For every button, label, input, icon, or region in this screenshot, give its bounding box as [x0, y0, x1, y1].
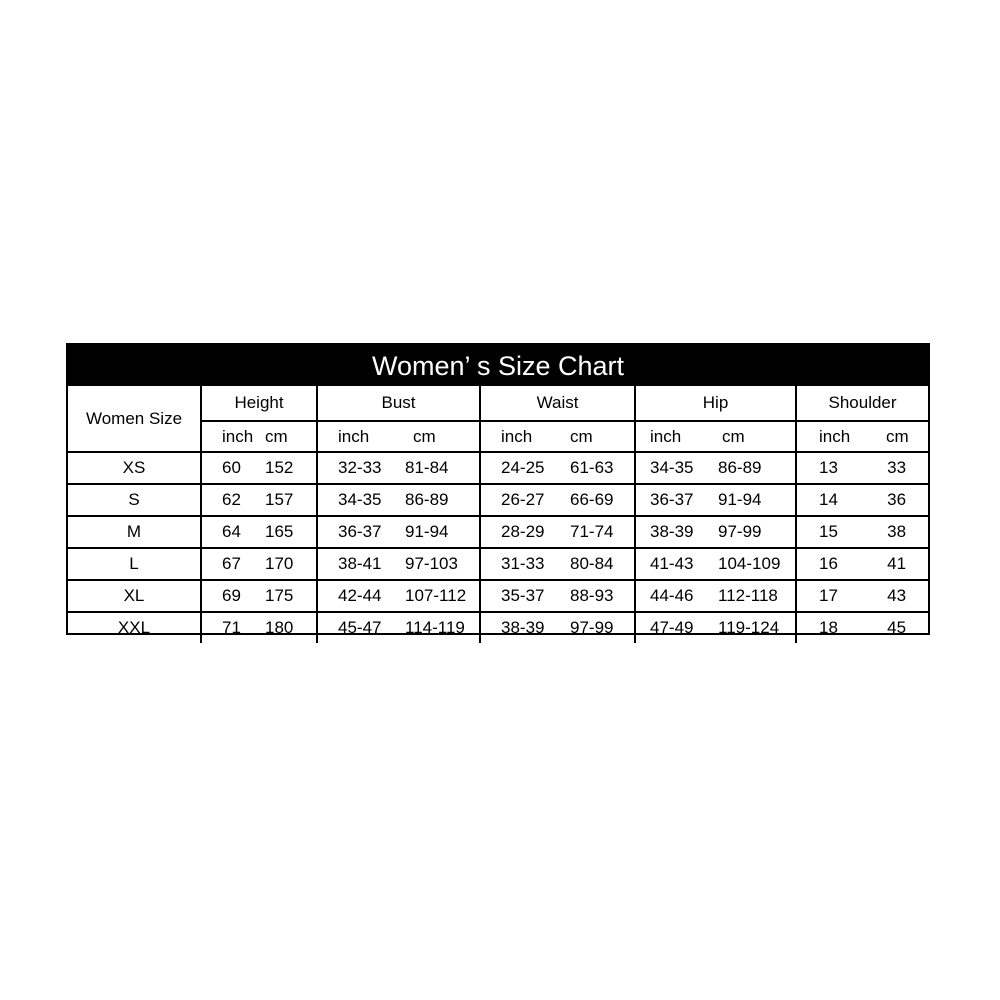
- hip-cm-cell: 119-124: [718, 618, 780, 637]
- waist-cm-cell: 71-74: [556, 516, 635, 548]
- hip-inch-cell: 41-43: [635, 548, 710, 580]
- size-cell: M: [68, 516, 201, 548]
- hip-cm-cell: 86-89: [710, 452, 796, 484]
- bust-cm-cell: 114-119: [405, 618, 465, 637]
- bust-inch-cell: 36-37: [317, 516, 393, 548]
- size-cell: S: [68, 484, 201, 516]
- hip-inch-cell: 36-37: [635, 484, 710, 516]
- group-header-row: [68, 386, 928, 421]
- hip-cm-cell: 112-118: [710, 580, 796, 612]
- size-cell: XXL: [117, 618, 151, 637]
- waist-cm-cell: 80-84: [556, 548, 635, 580]
- waist-inch-unit: inch: [480, 421, 556, 452]
- waist-cm-cell: 61-63: [556, 452, 635, 484]
- shoulder-cm-cell: 45: [887, 618, 907, 637]
- shoulder-cm-unit: cm: [864, 421, 928, 452]
- waist-inch-cell: 31-33: [480, 548, 556, 580]
- waist-cm-cell: 97-99: [570, 618, 614, 637]
- bust-inch-cell: 38-41: [317, 548, 393, 580]
- hip-cm-cell: 91-94: [710, 484, 796, 516]
- shoulder-cm-cell: 36: [864, 484, 928, 516]
- height-cm-unit: cm: [259, 421, 317, 452]
- shoulder-inch-cell: 17: [796, 580, 864, 612]
- table-row: [68, 612, 928, 643]
- size-chart: [66, 343, 930, 635]
- height-inch-unit: inch: [201, 421, 259, 452]
- height-cm-cell: 165: [259, 516, 317, 548]
- height-header: Height: [201, 386, 317, 421]
- shoulder-inch-cell: 13: [796, 452, 864, 484]
- height-cm-cell: 180: [265, 618, 294, 637]
- waist-inch-cell: 35-37: [480, 580, 556, 612]
- bust-cm-cell: 81-84: [393, 452, 480, 484]
- bust-inch-cell: 42-44: [317, 580, 393, 612]
- waist-header: Waist: [480, 386, 635, 421]
- table-row: [68, 580, 928, 612]
- table-row: [68, 548, 928, 580]
- height-inch-cell: 64: [201, 516, 259, 548]
- chart-title: Women’ s Size Chart: [68, 345, 928, 386]
- bust-header: Bust: [317, 386, 480, 421]
- bust-cm-cell: 107-112: [393, 580, 480, 612]
- shoulder-inch-cell: 14: [796, 484, 864, 516]
- height-cm-cell: 175: [259, 580, 317, 612]
- bust-cm-unit: cm: [393, 421, 480, 452]
- waist-cm-cell: 66-69: [556, 484, 635, 516]
- waist-cm-cell: 88-93: [556, 580, 635, 612]
- size-column-header: Women Size: [68, 386, 201, 452]
- shoulder-inch-cell: 16: [796, 548, 864, 580]
- hip-inch-cell: 47-49: [635, 612, 710, 643]
- bust-inch-cell: 45-47: [317, 612, 393, 643]
- height-inch-cell: 67: [201, 548, 259, 580]
- height-inch-cell: 62: [201, 484, 259, 516]
- size-cell: L: [68, 548, 201, 580]
- height-cm-cell: 157: [259, 484, 317, 516]
- size-cell: XS: [68, 452, 201, 484]
- bust-cm-cell: 97-103: [393, 548, 480, 580]
- shoulder-cm-cell: 33: [864, 452, 928, 484]
- waist-cm-unit: cm: [556, 421, 635, 452]
- table-row: [68, 484, 928, 516]
- bust-inch-unit: inch: [317, 421, 393, 452]
- height-inch-cell: 60: [201, 452, 259, 484]
- table-row: [68, 516, 928, 548]
- hip-inch-cell: 38-39: [635, 516, 710, 548]
- hip-cm-cell: 97-99: [710, 516, 796, 548]
- height-inch-cell: 71: [201, 612, 259, 643]
- table-row: [68, 452, 928, 484]
- size-cell: XL: [68, 580, 201, 612]
- hip-cm-cell: 104-109: [710, 548, 796, 580]
- shoulder-header: Shoulder: [796, 386, 928, 421]
- waist-inch-cell: 28-29: [480, 516, 556, 548]
- height-cm-cell: 170: [259, 548, 317, 580]
- bust-inch-cell: 32-33: [317, 452, 393, 484]
- shoulder-inch-unit: inch: [796, 421, 864, 452]
- shoulder-inch-cell: 18: [796, 612, 864, 643]
- shoulder-cm-cell: 38: [864, 516, 928, 548]
- shoulder-inch-cell: 15: [796, 516, 864, 548]
- shoulder-cm-cell: 41: [864, 548, 928, 580]
- bust-cm-cell: 86-89: [393, 484, 480, 516]
- hip-inch-cell: 34-35: [635, 452, 710, 484]
- hip-header: Hip: [635, 386, 796, 421]
- waist-inch-cell: 24-25: [480, 452, 556, 484]
- height-cm-cell: 152: [259, 452, 317, 484]
- bust-cm-cell: 91-94: [393, 516, 480, 548]
- waist-inch-cell: 38-39: [480, 612, 556, 643]
- hip-inch-cell: 44-46: [635, 580, 710, 612]
- shoulder-cm-cell: 43: [864, 580, 928, 612]
- height-inch-cell: 69: [201, 580, 259, 612]
- size-table: [68, 386, 928, 643]
- bust-inch-cell: 34-35: [317, 484, 393, 516]
- waist-inch-cell: 26-27: [480, 484, 556, 516]
- hip-cm-unit: cm: [710, 421, 796, 452]
- hip-inch-unit: inch: [635, 421, 710, 452]
